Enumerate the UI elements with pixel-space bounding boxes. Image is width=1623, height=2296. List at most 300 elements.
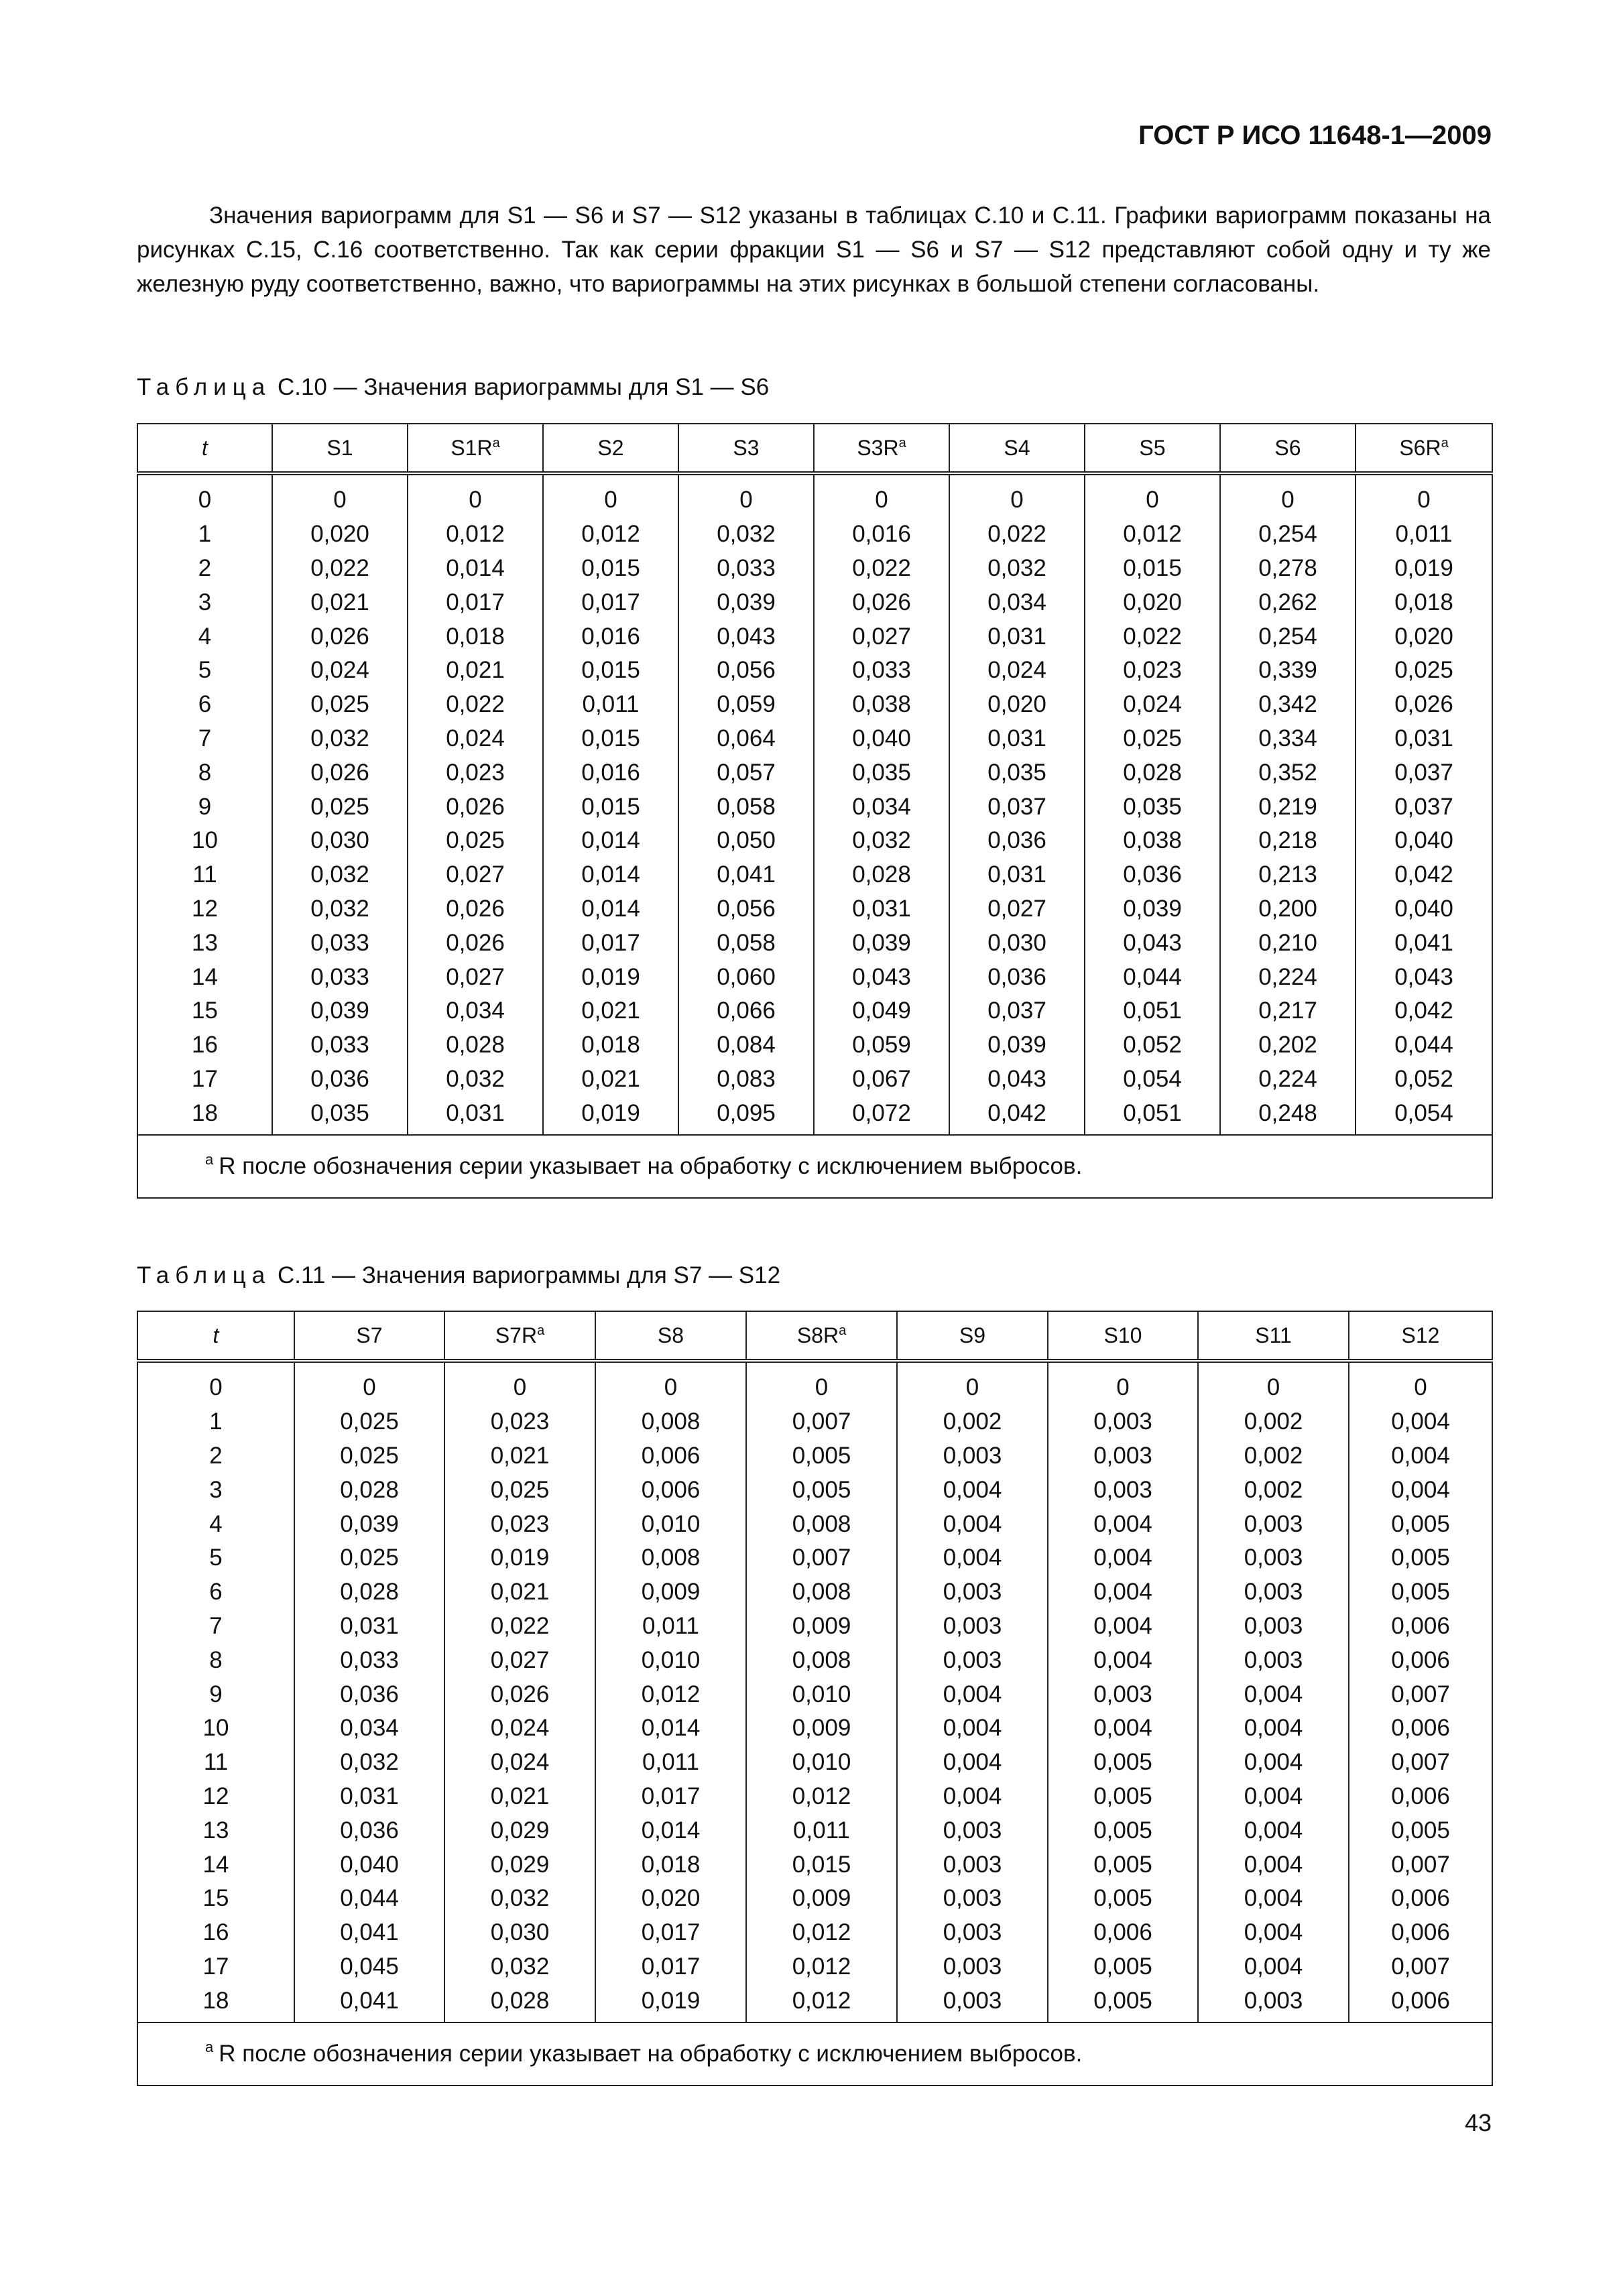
table-cell: 0,054: [1085, 1063, 1220, 1097]
table-cell: 0,213: [1220, 858, 1356, 892]
table-cell: 0,006: [1349, 1610, 1492, 1644]
table-cell: 13: [137, 1813, 294, 1848]
table-c11-caption: [137, 1262, 780, 1289]
table-cell: 0,020: [272, 518, 408, 552]
table-cell: 5: [137, 654, 272, 688]
table-cell: 0,017: [408, 585, 543, 619]
table-cell: 0,016: [543, 756, 678, 790]
table-cell: 0,004: [1198, 1780, 1349, 1814]
table-cell: 0,024: [272, 654, 408, 688]
table-cell: 8: [137, 756, 272, 790]
table-cell: 0,011: [746, 1813, 897, 1848]
table-cell: 0,031: [294, 1780, 444, 1814]
table-cell: 0,022: [814, 552, 949, 586]
table-row: [137, 1746, 1492, 1780]
table-cell: 0,027: [444, 1643, 595, 1677]
table-cell: 0,018: [595, 1848, 746, 1882]
table-cell: 0,005: [1349, 1813, 1492, 1848]
table-cell: 0,008: [746, 1575, 897, 1610]
table-cell: 0,025: [408, 824, 543, 858]
table-cell: 14: [137, 1848, 294, 1882]
table-c10-caption-label: Таблица: [137, 374, 272, 400]
table-c10-caption: [137, 374, 769, 401]
table-cell: 0,022: [272, 552, 408, 586]
table-cell: 10: [137, 824, 272, 858]
table-cell: 0,027: [408, 858, 543, 892]
table-cell: 0,024: [408, 722, 543, 756]
column-header: S5: [1085, 424, 1220, 473]
table-cell: 0,003: [897, 1984, 1048, 2022]
table-cell: 8: [137, 1643, 294, 1677]
table-row: [137, 585, 1492, 619]
table-cell: 0,006: [595, 1473, 746, 1507]
table-cell: 0,026: [1356, 688, 1492, 722]
table-cell: 0,028: [294, 1473, 444, 1507]
table-cell: 0: [294, 1361, 444, 1405]
intro-paragraph: Значения вариограмм для S1 — S6 и S7 — S12 указаны в таблицах С.10 и С.11. Графики вариограмм показаны на рисунках С.15, С.16 соответственно. Так как серии фракции S1 — S6 и S7 — S12 представляют собой одну и ту же железную руду соответственно, важно, что вариограммы на этих рисунках в большой степени согласованы.: [137, 202, 1491, 297]
table-cell: 0,044: [294, 1882, 444, 1916]
table-cell: 0,016: [814, 518, 949, 552]
table-cell: 0,036: [294, 1813, 444, 1848]
table-cell: 0,024: [444, 1711, 595, 1746]
table-cell: 0,017: [543, 926, 678, 960]
table-cell: 0,003: [897, 1882, 1048, 1916]
table-cell: 0,027: [949, 892, 1085, 926]
table-cell: 5: [137, 1541, 294, 1575]
table-row: [137, 824, 1492, 858]
table-row: [137, 1439, 1492, 1473]
table-cell: 0,031: [294, 1610, 444, 1644]
table-cell: 12: [137, 892, 272, 926]
table-cell: 0,224: [1220, 960, 1356, 994]
table-cell: 0,026: [408, 790, 543, 824]
table-cell: 1: [137, 1405, 294, 1439]
table-cell: 0,015: [543, 552, 678, 586]
table-cell: 0: [272, 473, 408, 518]
table-cell: 16: [137, 1916, 294, 1950]
table-cell: 0,011: [543, 688, 678, 722]
table-cell: 0,007: [746, 1541, 897, 1575]
table-cell: 0,056: [678, 892, 814, 926]
table-cell: 0,026: [408, 926, 543, 960]
table-cell: 0,020: [595, 1882, 746, 1916]
table-cell: 0,210: [1220, 926, 1356, 960]
table-cell: 0,200: [1220, 892, 1356, 926]
table-cell: 17: [137, 1950, 294, 1984]
table-cell: 0,037: [949, 790, 1085, 824]
table-cell: 0,049: [814, 994, 949, 1028]
table-cell: 0,012: [543, 518, 678, 552]
table-cell: 0: [1220, 473, 1356, 518]
table-cell: 0,005: [1048, 1950, 1198, 1984]
table-cell: 0: [1085, 473, 1220, 518]
table-cell: 0,015: [543, 790, 678, 824]
table-row: [137, 892, 1492, 926]
table-cell: 0,032: [949, 552, 1085, 586]
table-cell: 0,012: [408, 518, 543, 552]
table-cell: 0,024: [949, 654, 1085, 688]
table-cell: 0,039: [272, 994, 408, 1028]
table-c10-footnote: [137, 1135, 1492, 1198]
table-cell: 15: [137, 994, 272, 1028]
table-cell: 0,003: [897, 1848, 1048, 1882]
table-cell: 0,033: [272, 1028, 408, 1063]
table-cell: 1: [137, 518, 272, 552]
table-cell: 0,034: [949, 585, 1085, 619]
table-cell: 11: [137, 1746, 294, 1780]
column-header: $S8R^a$: [746, 1311, 897, 1361]
table-cell: 0,040: [814, 722, 949, 756]
table-cell: 0,007: [1349, 1677, 1492, 1711]
table-cell: 0,004: [1349, 1439, 1492, 1473]
table-cell: 0,012: [595, 1677, 746, 1711]
table-cell: 0,009: [746, 1610, 897, 1644]
table-cell: 0,029: [444, 1848, 595, 1882]
table-row: [137, 1507, 1492, 1541]
table-cell: 0,034: [814, 790, 949, 824]
table-cell: 4: [137, 1507, 294, 1541]
table-cell: 0,008: [746, 1507, 897, 1541]
table-cell: 0,003: [897, 1610, 1048, 1644]
table-cell: 0,058: [678, 926, 814, 960]
table-cell: 0: [444, 1361, 595, 1405]
table-cell: 0,019: [1356, 552, 1492, 586]
table-cell: 0,003: [1048, 1473, 1198, 1507]
table-cell: 0,003: [897, 1439, 1048, 1473]
table-cell: 0,025: [1356, 654, 1492, 688]
table-cell: 3: [137, 1473, 294, 1507]
table-cell: 0,033: [814, 654, 949, 688]
table-cell: 0,254: [1220, 518, 1356, 552]
table-c11-caption-label: Таблица: [137, 1262, 272, 1288]
table-cell: 0,054: [1356, 1096, 1492, 1135]
table-cell: 4: [137, 619, 272, 654]
footnote-text: R после обозначения серии указывает на обработку с исключением выбросов.: [219, 1153, 1083, 1180]
table-cell: 0: [746, 1361, 897, 1405]
table-cell: 0,072: [814, 1096, 949, 1135]
table-cell: 0,059: [814, 1028, 949, 1063]
table-cell: 0,017: [595, 1780, 746, 1814]
table-cell: 0,039: [678, 585, 814, 619]
table-cell: 0,044: [1356, 1028, 1492, 1063]
table-row: [137, 1096, 1492, 1135]
table-row: [137, 722, 1492, 756]
table-row: [137, 552, 1492, 586]
table-cell: 0,009: [595, 1575, 746, 1610]
table-cell: 0: [137, 473, 272, 518]
table-cell: 0,352: [1220, 756, 1356, 790]
column-header: $S1R^a$: [408, 424, 543, 473]
table-cell: 0,018: [1356, 585, 1492, 619]
table-cell: 0,003: [1198, 1507, 1349, 1541]
table-cell: 0,036: [272, 1063, 408, 1097]
table-cell: 0,004: [1198, 1746, 1349, 1780]
table-row: [137, 790, 1492, 824]
table-row: [137, 1610, 1492, 1644]
table-cell: 0,040: [1356, 824, 1492, 858]
footnote-marker: a: [205, 2039, 214, 2056]
table-cell: 0,218: [1220, 824, 1356, 858]
table-cell: 0,003: [897, 1950, 1048, 1984]
table-cell: 0,032: [272, 858, 408, 892]
table-cell: 0,019: [543, 1096, 678, 1135]
table-cell: 0,002: [1198, 1439, 1349, 1473]
table-cell: 0,007: [746, 1405, 897, 1439]
column-header: t: [137, 424, 272, 473]
table-cell: 0,043: [814, 960, 949, 994]
table-cell: 0,031: [1356, 722, 1492, 756]
table-cell: 2: [137, 552, 272, 586]
table-cell: 12: [137, 1780, 294, 1814]
table-cell: 0,031: [814, 892, 949, 926]
table-cell: 0,035: [1085, 790, 1220, 824]
table-cell: 0,003: [897, 1813, 1048, 1848]
table-cell: 0,019: [595, 1984, 746, 2022]
table-cell: 0,015: [746, 1848, 897, 1882]
table-cell: 0,020: [1356, 619, 1492, 654]
table-cell: 0,018: [408, 619, 543, 654]
table-cell: 0,031: [949, 722, 1085, 756]
table-cell: 0,014: [595, 1711, 746, 1746]
table-cell: 0,004: [1048, 1575, 1198, 1610]
table-cell: 0,035: [949, 756, 1085, 790]
table-row: [137, 1780, 1492, 1814]
table-cell: 0,010: [595, 1643, 746, 1677]
column-header: S6: [1220, 424, 1356, 473]
table-cell: 0,278: [1220, 552, 1356, 586]
table-c10-caption-text: С.10 — Значения вариограммы для S1 — S6: [277, 374, 770, 400]
table-cell: 0,003: [897, 1643, 1048, 1677]
table-cell: 0,039: [814, 926, 949, 960]
table-cell: 0,003: [1198, 1575, 1349, 1610]
table-cell: 3: [137, 585, 272, 619]
table-cell: 0,004: [1048, 1507, 1198, 1541]
table-cell: 0,002: [1198, 1405, 1349, 1439]
table-cell: 0,339: [1220, 654, 1356, 688]
table-cell: 0,011: [595, 1610, 746, 1644]
column-header: S4: [949, 424, 1085, 473]
table-cell: 0,037: [949, 994, 1085, 1028]
table-cell: 0,026: [272, 756, 408, 790]
column-header: S2: [543, 424, 678, 473]
table-row: [137, 1677, 1492, 1711]
table-row: [137, 1984, 1492, 2022]
table-cell: 0: [1356, 473, 1492, 518]
table-cell: 0,045: [294, 1950, 444, 1984]
table-cell: 0,041: [1356, 926, 1492, 960]
table-cell: 0,003: [1048, 1439, 1198, 1473]
table-cell: 0,014: [543, 892, 678, 926]
page-number: 43: [1464, 2109, 1492, 2136]
table-cell: 0,008: [595, 1541, 746, 1575]
table-cell: 0,036: [949, 824, 1085, 858]
column-header: S11: [1198, 1311, 1349, 1361]
table-cell: 0,051: [1085, 1096, 1220, 1135]
table-cell: 0,028: [444, 1984, 595, 2022]
column-header: S3: [678, 424, 814, 473]
document-code-header: ГОСТ Р ИСО 11648-1—2009: [1138, 121, 1492, 150]
table-cell: 0,004: [1198, 1950, 1349, 1984]
table-cell: 0: [897, 1361, 1048, 1405]
table-cell: 0,066: [678, 994, 814, 1028]
table-cell: 0,010: [746, 1677, 897, 1711]
table-cell: 0,026: [272, 619, 408, 654]
table-cell: 0,012: [746, 1916, 897, 1950]
table-cell: 0,012: [1085, 518, 1220, 552]
table-cell: 0,037: [1356, 790, 1492, 824]
table-cell: 0,006: [1349, 1882, 1492, 1916]
table-cell: 0,010: [595, 1507, 746, 1541]
table-cell: 0,017: [595, 1916, 746, 1950]
table-cell: 0,248: [1220, 1096, 1356, 1135]
table-cell: 0,022: [444, 1610, 595, 1644]
table-cell: 0,004: [1048, 1711, 1198, 1746]
table-row: [137, 518, 1492, 552]
table-cell: 0,005: [1349, 1507, 1492, 1541]
column-header: S12: [1349, 1311, 1492, 1361]
table-row: [137, 756, 1492, 790]
table-cell: 0,019: [543, 960, 678, 994]
table-cell: 0,004: [897, 1746, 1048, 1780]
table-cell: 0,009: [746, 1711, 897, 1746]
table-cell: 0: [137, 1361, 294, 1405]
table-c11-header-row: [137, 1311, 1492, 1361]
table-cell: 0,030: [444, 1916, 595, 1950]
table-cell: 0,021: [444, 1439, 595, 1473]
table-cell: 0,041: [294, 1984, 444, 2022]
table-cell: 0,005: [746, 1439, 897, 1473]
table-cell: 0,033: [272, 926, 408, 960]
table-cell: 0,005: [1349, 1575, 1492, 1610]
table-cell: 0,011: [595, 1746, 746, 1780]
table-cell: 6: [137, 688, 272, 722]
table-row: [137, 960, 1492, 994]
table-cell: 0,041: [678, 858, 814, 892]
table-cell: 0,040: [294, 1848, 444, 1882]
table-cell: 0,003: [1048, 1677, 1198, 1711]
table-row: [137, 1711, 1492, 1746]
table-cell: 0,009: [746, 1882, 897, 1916]
table-cell: 0,022: [1085, 619, 1220, 654]
footnote-text: R после обозначения серии указывает на обработку с исключением выбросов.: [219, 2041, 1083, 2067]
table-cell: 0,217: [1220, 994, 1356, 1028]
table-cell: 0,052: [1085, 1028, 1220, 1063]
table-cell: 0,043: [1356, 960, 1492, 994]
table-cell: 0,028: [1085, 756, 1220, 790]
table-cell: 0,015: [1085, 552, 1220, 586]
table-cell: 0,031: [408, 1096, 543, 1135]
table-cell: 0,037: [1356, 756, 1492, 790]
column-header: $S3R^a$: [814, 424, 949, 473]
table-cell: 0,032: [272, 892, 408, 926]
table-cell: 0,022: [949, 518, 1085, 552]
table-cell: 0,064: [678, 722, 814, 756]
table-cell: 0,057: [678, 756, 814, 790]
table-cell: 0,007: [1349, 1746, 1492, 1780]
table-cell: 0,004: [1198, 1813, 1349, 1848]
table-cell: 0,039: [294, 1507, 444, 1541]
table-row: [137, 1643, 1492, 1677]
table-row: [137, 1541, 1492, 1575]
table-cell: 0,003: [1198, 1984, 1349, 2022]
table-c11: [137, 1311, 1493, 2086]
table-cell: 0,016: [543, 619, 678, 654]
table-cell: 0: [1349, 1361, 1492, 1405]
table-cell: 0,043: [949, 1063, 1085, 1097]
table-cell: 0,044: [1085, 960, 1220, 994]
table-cell: 9: [137, 790, 272, 824]
table-cell: 11: [137, 858, 272, 892]
table-cell: 0,060: [678, 960, 814, 994]
table-cell: 0,021: [444, 1780, 595, 1814]
column-header: S8: [595, 1311, 746, 1361]
column-header: S9: [897, 1311, 1048, 1361]
table-cell: 0,032: [444, 1950, 595, 1984]
table-cell: 0,021: [272, 585, 408, 619]
table-cell: 0,035: [814, 756, 949, 790]
table-cell: 13: [137, 926, 272, 960]
table-cell: 0,084: [678, 1028, 814, 1063]
table-cell: 0,032: [814, 824, 949, 858]
table-cell: 0,022: [408, 688, 543, 722]
table-cell: 0,028: [294, 1575, 444, 1610]
table-cell: 0,004: [897, 1507, 1048, 1541]
table-cell: 0: [1048, 1361, 1198, 1405]
table-cell: 0,005: [1048, 1984, 1198, 2022]
table-c11-footnote: [137, 2022, 1492, 2086]
table-row: [137, 473, 1492, 518]
table-cell: 0,334: [1220, 722, 1356, 756]
table-cell: 0,014: [543, 824, 678, 858]
table-cell: 10: [137, 1711, 294, 1746]
table-cell: 0,032: [444, 1882, 595, 1916]
table-cell: 9: [137, 1677, 294, 1711]
table-cell: 0,025: [294, 1405, 444, 1439]
table-cell: 0,004: [1198, 1711, 1349, 1746]
column-header: $S7R^a$: [444, 1311, 595, 1361]
table-cell: 0,042: [949, 1096, 1085, 1135]
table-cell: 0,004: [897, 1677, 1048, 1711]
table-cell: 0,026: [444, 1677, 595, 1711]
column-header: $S6R^a$: [1356, 424, 1492, 473]
table-cell: 0,004: [897, 1473, 1048, 1507]
table-row: [137, 688, 1492, 722]
table-row: [137, 1813, 1492, 1848]
table-cell: 0,006: [1349, 1711, 1492, 1746]
table-cell: 0,011: [1356, 518, 1492, 552]
table-cell: 0,035: [272, 1096, 408, 1135]
table-cell: 0,038: [1085, 824, 1220, 858]
table-cell: 0,003: [1198, 1610, 1349, 1644]
table-cell: 0,004: [1048, 1541, 1198, 1575]
table-cell: 0,027: [814, 619, 949, 654]
table-cell: 18: [137, 1984, 294, 2022]
table-cell: 0,005: [1048, 1746, 1198, 1780]
table-cell: 15: [137, 1882, 294, 1916]
table-cell: 0,032: [294, 1746, 444, 1780]
table-cell: 0,024: [444, 1746, 595, 1780]
table-cell: 18: [137, 1096, 272, 1135]
table-cell: 0,039: [949, 1028, 1085, 1063]
table-cell: 0,003: [1198, 1541, 1349, 1575]
column-header: S10: [1048, 1311, 1198, 1361]
table-cell: 0,004: [1048, 1610, 1198, 1644]
table-cell: 0,005: [1048, 1813, 1198, 1848]
table-cell: 0,005: [1048, 1780, 1198, 1814]
table-cell: 0,006: [1349, 1916, 1492, 1950]
table-cell: 0,056: [678, 654, 814, 688]
table-cell: 0,020: [1085, 585, 1220, 619]
